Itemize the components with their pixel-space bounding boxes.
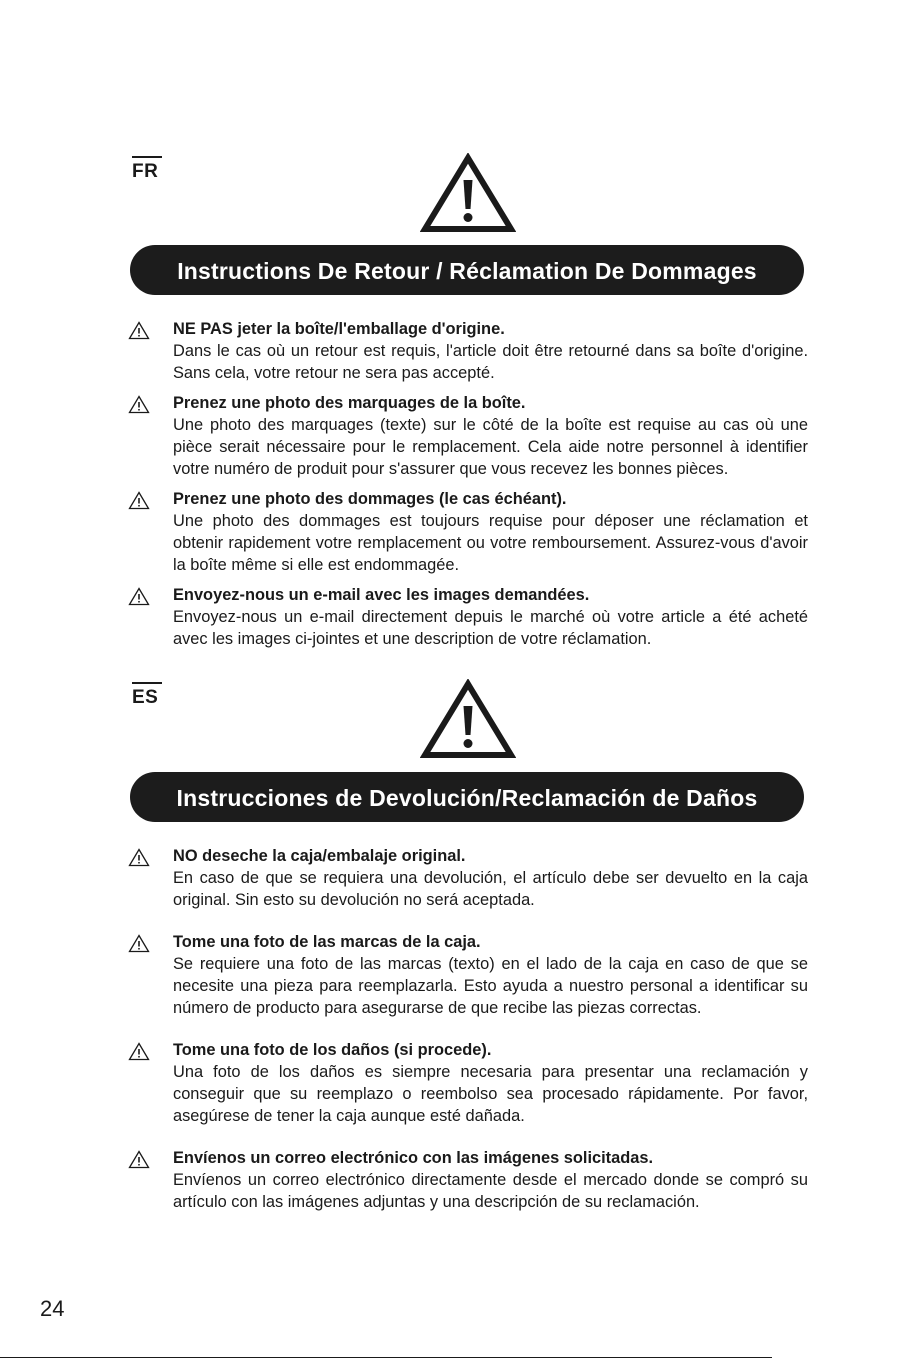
page-number: 24	[40, 1296, 65, 1321]
list-item	[128, 318, 808, 384]
list-item	[128, 845, 808, 911]
item-heading: Prenez une photo des marquages de la boîte.	[173, 394, 526, 412]
item-body: Se requiere una foto de las marcas (texto) en el lado de la caja en caso de que se necesite una pieza para reemplazarla. Esto ayuda a nuestro personal a identificar su número de producto para asegurarse de que recibe las piezas correctas.	[173, 955, 808, 1017]
warning-triangle-icon	[420, 679, 516, 759]
warning-triangle-small-icon	[128, 395, 150, 414]
language-tag-fr: FR	[132, 156, 162, 183]
warning-triangle-small-icon	[128, 934, 150, 953]
list-item	[128, 488, 808, 576]
instruction-list-es	[128, 845, 808, 1233]
item-heading: Envoyez-nous un e-mail avec les images demandées.	[173, 586, 590, 604]
list-item	[128, 1147, 808, 1213]
instruction-list-fr	[128, 318, 808, 658]
section-title-es: Instrucciones de Devolución/Reclamación de Daños	[130, 772, 804, 822]
item-heading: NE PAS jeter la boîte/l'emballage d'origine.	[173, 320, 505, 338]
warning-triangle-icon	[420, 153, 516, 233]
warning-triangle-small-icon	[128, 587, 150, 606]
item-body: Envíenos un correo electrónico directamente desde el mercado donde se compró su artículo con las imágenes adjuntas y una descripción de su reclamación.	[173, 1171, 808, 1211]
item-heading: NO deseche la caja/embalaje original.	[173, 847, 466, 865]
list-item	[128, 584, 808, 650]
item-body: Una foto de los daños es siempre necesaria para presentar una reclamación y conseguir que su reemplazo o reembolso sea procesado rápidamente. Por favor, asegúrese de tener la caja aunque esté dañada.	[173, 1063, 808, 1125]
bottom-divider	[0, 1357, 772, 1358]
item-body: En caso de que se requiera una devolución, el artículo debe ser devuelto en la caja original. Sin esto su devolución no será aceptada.	[173, 869, 808, 909]
warning-triangle-small-icon	[128, 848, 150, 867]
item-body: Une photo des dommages est toujours requise pour déposer une réclamation et obtenir rapidement votre remplacement ou votre remboursement. Assurez-vous d'avoir la boîte même si elle est endommagée.	[173, 512, 808, 574]
item-body: Une photo des marquages (texte) sur le côté de la boîte est requise au cas où une pièce serait nécessaire pour le remplacement. Cela aide notre personnel à identifier votre numéro de produit pour s'assurer que vous recevez les bonnes pièces.	[173, 416, 808, 478]
section-title-fr: Instructions De Retour / Réclamation De Dommages	[130, 245, 804, 295]
warning-triangle-small-icon	[128, 321, 150, 340]
list-item	[128, 1039, 808, 1127]
item-heading: Prenez une photo des dommages (le cas échéant).	[173, 490, 567, 508]
item-heading: Tome una foto de las marcas de la caja.	[173, 933, 481, 951]
item-heading: Tome una foto de los daños (si procede).	[173, 1041, 492, 1059]
item-body: Dans le cas où un retour est requis, l'article doit être retourné dans sa boîte d'origine. Sans cela, votre retour ne sera pas accepté.	[173, 342, 808, 382]
warning-triangle-small-icon	[128, 1150, 150, 1169]
warning-triangle-small-icon	[128, 1042, 150, 1061]
warning-triangle-small-icon	[128, 491, 150, 510]
language-tag-es: ES	[132, 682, 162, 709]
list-item	[128, 392, 808, 480]
item-body: Envoyez-nous un e-mail directement depuis le marché où votre article a été acheté avec les images ci-jointes et une description de votre réclamation.	[173, 608, 808, 648]
list-item	[128, 931, 808, 1019]
item-heading: Envíenos un correo electrónico con las imágenes solicitadas.	[173, 1149, 654, 1167]
